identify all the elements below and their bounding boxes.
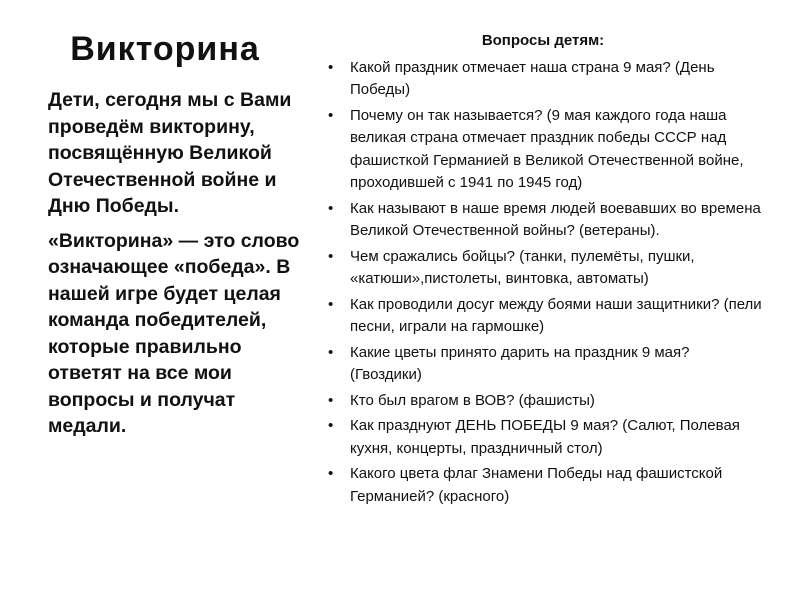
question-item — [323, 390, 763, 413]
question-text: Как называют в наше время людей воевавших во времена Великой Отечественной войны? (ветераны). — [350, 199, 761, 239]
question-text: Как празднуют ДЕНЬ ПОБЕДЫ 9 мая? (Салют, Полевая кухня, концерты, праздничный стол) — [350, 417, 740, 457]
questions-heading: Вопросы детям: — [481, 32, 605, 49]
bullet-icon: • — [328, 343, 334, 361]
intro-paragraph: «Викторина» — это слово означающее «победа». В нашей игре будет целая команда победителей, которые правильно ответят на все мои вопросы и получат медали. — [48, 229, 300, 437]
question-item — [323, 294, 763, 339]
bullet-icon: • — [328, 58, 334, 76]
bullet-icon: • — [328, 199, 334, 217]
intro-paragraph: Дети, сегодня мы с Вами проведём викторину, посвящённую Великой Отечественной войне и Дню Победы. — [48, 89, 292, 217]
bullet-icon: • — [328, 106, 334, 124]
question-text: Кто был врагом в ВОВ? (фашисты) — [350, 391, 595, 409]
question-item — [323, 342, 763, 387]
slide-title: Викторина — [70, 30, 260, 68]
questions-panel — [323, 30, 763, 511]
question-item — [323, 198, 763, 243]
question-text: Как проводили досуг между боями наши защитники? (пели песни, играли на гармошке) — [350, 295, 762, 335]
question-item — [323, 463, 763, 508]
question-text: Какого цвета флаг Знамени Победы над фашистской Германией? (красного) — [350, 465, 723, 505]
question-text: Какой праздник отмечает наша страна 9 мая? (День Победы) — [350, 58, 715, 98]
question-list — [323, 57, 763, 509]
intro-text — [48, 87, 303, 448]
question-item — [323, 57, 763, 102]
question-item — [323, 105, 763, 195]
bullet-icon: • — [328, 465, 334, 482]
bullet-icon: • — [328, 391, 334, 409]
question-item — [323, 415, 763, 460]
bullet-icon: • — [328, 417, 334, 434]
question-item — [323, 246, 763, 291]
question-text: Почему он так называется? (9 мая каждого года наша великая страна отмечает праздник победы СССР над фашисткой Германией в Великой Отечественной войне, проходившей с 1941 по 1945 год) — [350, 106, 744, 191]
bullet-icon: • — [328, 295, 334, 313]
bullet-icon: • — [328, 247, 334, 265]
question-text: Чем сражались бойцы? (танки, пулемёты, пушки, «катюши»,пистолеты, винтовка, автоматы) — [350, 247, 695, 287]
question-text: Какие цветы принято дарить на праздник 9 мая? (Гвоздики) — [350, 343, 690, 383]
